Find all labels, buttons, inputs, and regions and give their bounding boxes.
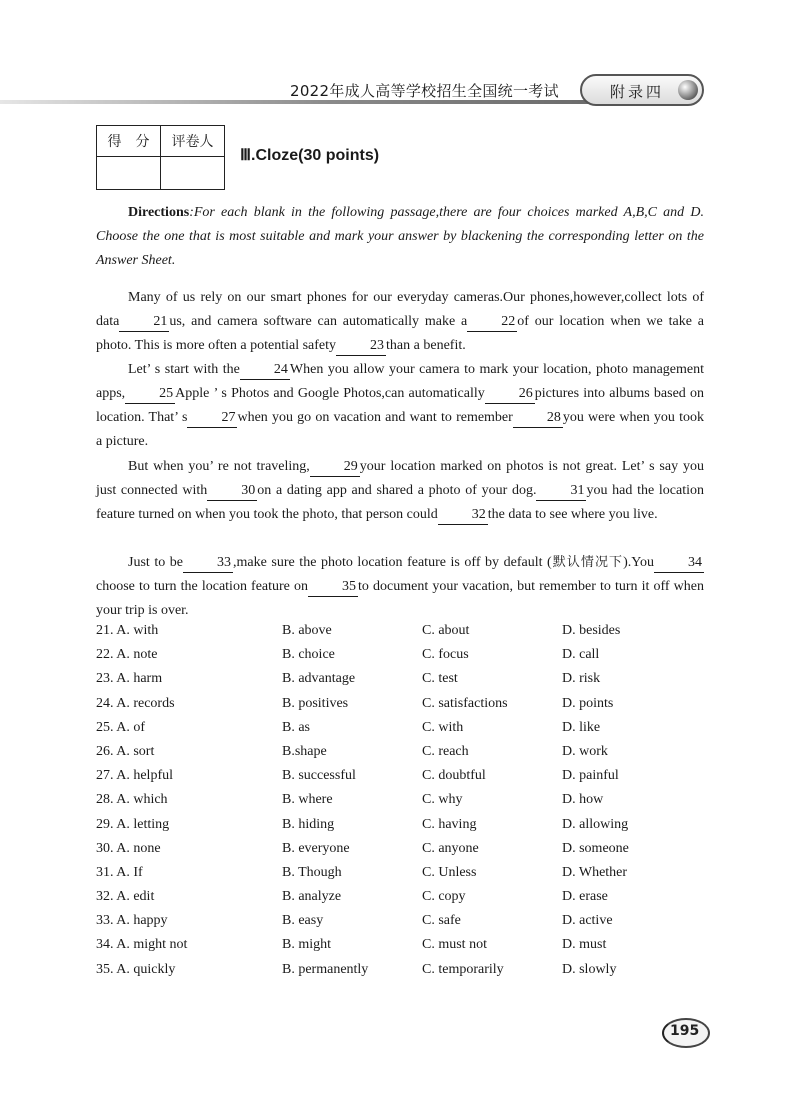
option-c: C. about — [422, 623, 470, 638]
option-c: C. satisfactions — [422, 695, 508, 711]
option-b: B. permanently — [282, 961, 369, 977]
blank-30: 30 — [207, 482, 257, 501]
passage-text: than a benefit. — [386, 338, 466, 353]
option-d: D. erase — [562, 889, 608, 905]
option-a: 28. A. which — [96, 792, 168, 808]
option-row — [96, 865, 716, 889]
option-a: 30. A. none — [96, 840, 161, 856]
option-d: D. allowing — [562, 816, 629, 832]
directions-text: For each blank in the following passage,there are four choices marked A,B,C and D. Choose the one that is most suitable and mark your answer by blackening the corresponding letter on the Answer Sheet. — [96, 205, 704, 268]
option-row — [96, 841, 716, 865]
option-row — [96, 913, 716, 937]
passage-text: you were when you took a picture. — [96, 410, 704, 449]
blank-27: 27 — [187, 409, 237, 428]
option-row — [96, 720, 716, 744]
blank-23: 23 — [336, 337, 386, 356]
score-header: 得 分 — [97, 126, 161, 157]
option-d: D. someone — [562, 840, 629, 856]
blank-29: 29 — [310, 458, 360, 477]
option-b: B. Though — [282, 864, 342, 880]
passage-paragraph-4 — [96, 551, 704, 623]
option-row — [96, 744, 716, 768]
passage-text: to document your vacation, but remember to turn it off when your trip is over. — [96, 579, 705, 618]
score-table — [96, 125, 225, 190]
blank-31: 31 — [536, 482, 586, 501]
grader-cell — [161, 157, 225, 190]
header-title: 2022年成人高等学校招生全国统一考试 — [290, 82, 559, 100]
option-b: B. easy — [282, 913, 324, 929]
option-a: 35. A. quickly — [96, 961, 176, 977]
blank-32: 32 — [438, 506, 488, 525]
page-number-text: 195 — [670, 1023, 700, 1039]
blank-21: 21 — [119, 313, 169, 332]
option-c: C. test — [422, 671, 458, 687]
option-row — [96, 647, 716, 671]
passage-paragraph-2 — [96, 358, 704, 454]
passage-text: the data to see where you live. — [487, 507, 658, 522]
option-c: C. having — [422, 816, 477, 832]
option-a: 21. A. with — [96, 623, 159, 638]
blank-34: 34 — [654, 554, 704, 573]
option-d: D. risk — [562, 671, 601, 687]
option-row — [96, 792, 716, 816]
option-c: C. anyone — [422, 840, 479, 856]
option-d: D. call — [562, 647, 600, 663]
option-row — [96, 623, 716, 647]
option-d: D. Whether — [562, 864, 628, 880]
blank-33: 33 — [183, 554, 233, 573]
option-b: B. above — [282, 623, 332, 638]
option-a: 24. A. records — [96, 695, 175, 711]
directions-colon: : — [189, 205, 194, 220]
option-d: D. work — [562, 743, 608, 759]
passage-text: on a dating app and shared a photo of your dog. — [257, 483, 537, 498]
directions-label: Directions — [128, 205, 190, 220]
option-row — [96, 937, 716, 961]
passage-text: us, and camera software can automatically make a — [169, 314, 468, 329]
directions — [96, 201, 704, 273]
option-b: B. positives — [282, 695, 349, 711]
passage-text: Apple ’ s Photos and Google Photos,can automatically — [175, 386, 485, 401]
option-c: C. safe — [422, 913, 461, 929]
page-number — [662, 1018, 708, 1046]
option-c: C. focus — [422, 647, 469, 663]
section-title: Ⅲ.Cloze(30 points) — [240, 147, 380, 164]
passage-text: pictures into albums based on location. That’ s — [96, 386, 704, 425]
option-c: C. Unless — [422, 864, 477, 880]
option-d: D. active — [562, 913, 613, 929]
passage-text: ,make sure the photo location feature is off by default ( — [233, 555, 552, 570]
passage-paragraph-3 — [96, 455, 704, 527]
passage-text: Let’ s start with the — [128, 362, 240, 377]
option-c: C. doubtful — [422, 768, 486, 784]
option-b: B. advantage — [282, 671, 356, 687]
option-b: B. hiding — [282, 816, 335, 832]
option-d: D. points — [562, 695, 614, 711]
option-a: 25. A. of — [96, 719, 145, 735]
ball-icon — [678, 80, 698, 100]
option-d: D. like — [562, 719, 601, 735]
option-a: 23. A. harm — [96, 671, 163, 687]
passage-text: ).You — [623, 555, 654, 570]
passage-text: But when you’ re not traveling, — [128, 459, 310, 474]
option-c: C. temporarily — [422, 961, 504, 977]
option-d: D. besides — [562, 623, 621, 638]
option-row — [96, 817, 716, 841]
option-b: B. where — [282, 792, 333, 808]
passage-text: of our location when we take a photo. This is more often a potential safety — [96, 314, 704, 353]
passage-text: your location marked on photos is not great. Let’ s say you just connected with — [96, 459, 705, 498]
option-d: D. how — [562, 792, 604, 808]
option-a: 29. A. letting — [96, 816, 170, 832]
option-row — [96, 671, 716, 695]
option-c: C. with — [422, 719, 464, 735]
option-c: C. why — [422, 792, 463, 808]
option-row — [96, 768, 716, 792]
appendix-tab — [580, 74, 704, 106]
blank-28: 28 — [513, 409, 563, 428]
blank-25: 25 — [125, 385, 175, 404]
grader-header: 评卷人 — [161, 126, 225, 157]
option-a: 31. A. If — [96, 864, 143, 880]
option-b: B. might — [282, 937, 332, 953]
passage-text: choose to turn the location feature on — [96, 579, 309, 594]
option-a: 27. A. helpful — [96, 768, 173, 784]
blank-26: 26 — [485, 385, 535, 404]
option-c: C. reach — [422, 743, 469, 759]
passage-paragraph-1 — [96, 286, 704, 358]
option-a: 22. A. note — [96, 647, 158, 663]
option-a: 34. A. might not — [96, 937, 188, 953]
passage-text: when you go on vacation and want to remember — [237, 410, 513, 425]
option-row — [96, 962, 716, 986]
option-a: 26. A. sort — [96, 743, 155, 759]
option-d: D. painful — [562, 768, 619, 784]
passage-text: When you allow your camera to mark your location, photo management apps, — [96, 362, 704, 401]
option-d: D. must — [562, 937, 607, 953]
passage-text: Just to be — [128, 555, 184, 570]
blank-22: 22 — [467, 313, 517, 332]
option-a: 33. A. happy — [96, 913, 168, 929]
option-a: 32. A. edit — [96, 889, 155, 905]
option-b: B. analyze — [282, 889, 342, 905]
option-row — [96, 696, 716, 720]
option-c: C. must not — [422, 937, 487, 953]
option-b: B. choice — [282, 647, 335, 663]
option-b: B. everyone — [282, 840, 350, 856]
passage-text: you had the location feature turned on when you took the photo, that person could — [96, 483, 704, 522]
option-b: B.shape — [282, 743, 327, 759]
score-cell — [97, 157, 161, 190]
blank-35: 35 — [308, 578, 358, 597]
chinese-gloss: 默认情况下 — [551, 555, 624, 570]
option-d: D. slowly — [562, 961, 617, 977]
appendix-tab-label: 附录四 — [610, 83, 665, 101]
option-b: B. successful — [282, 768, 356, 784]
option-c: C. copy — [422, 889, 466, 905]
option-b: B. as — [282, 719, 310, 735]
answer-options — [96, 623, 716, 986]
blank-24: 24 — [240, 361, 290, 380]
passage-text: Many of us rely on our smart phones for our everyday cameras.Our phones,however,collect lots of data — [96, 290, 704, 329]
option-row — [96, 889, 716, 913]
